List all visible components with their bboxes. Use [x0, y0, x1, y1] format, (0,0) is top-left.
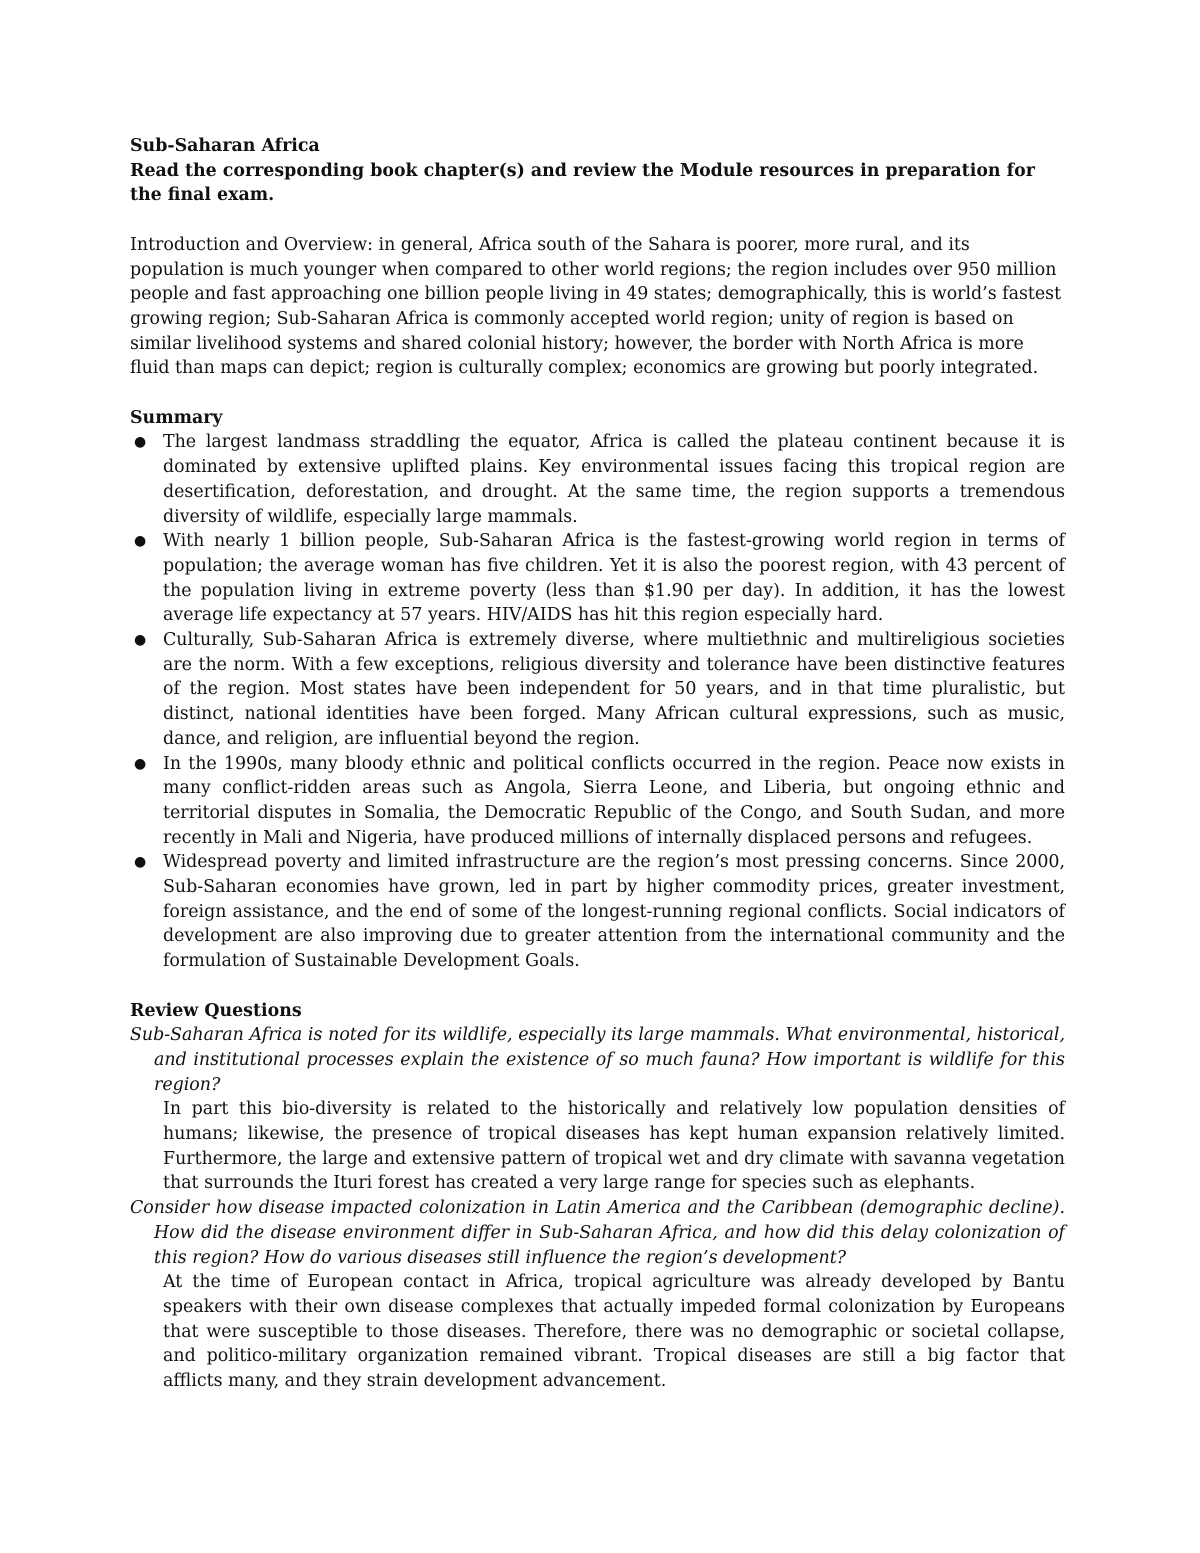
introduction-paragraph: Introduction and Overview: in general, Africa south of the Sahara is poorer, more rural, and its population is much younger when compared to other world regions; the region includes over 950 million people and fast approaching one billion people living in 49 states; demographically, this is world’s fastest growing region; Sub-Saharan Africa is commonly accepted world region; unity of region is based on similar livelihood systems and shared colonial history; however, the border with North Africa is more fluid than maps can depict; region is culturally complex; economics are growing but poorly integrated. [130, 234, 1062, 379]
summary-item-text: The largest landmass straddling the equator, Africa is called the plateau continent because it is dominated by extensive uplifted plains. Key environmental issues facing this tropical region are desertification, deforestation, and drought. At the same time, the region supports a tremendous diversity of wildlife, especially large mammals. [163, 432, 1065, 527]
summary-item [130, 850, 1065, 974]
review-answer: In part this bio-diversity is related to the historically and relatively low population densities of humans; likewise, the presence of tropical diseases has kept human expansion relatively limited. Furthermore, the large and extensive pattern of tropical wet and dry climate with savanna vegetation that surrounds the Ituri forest has created a very large range for species such as elephants. [163, 1099, 1065, 1194]
review-answer: At the time of European contact in Africa, tropical agriculture was already developed by Bantu speakers with their own disease complexes that actually impeded formal colonization by Europeans that were susceptible to those diseases. Therefore, there was no demographic or societal collapse, and politico-military organization remained vibrant. Tropical diseases are still a big factor that afflicts many, and they strain development advancement. [163, 1272, 1065, 1392]
summary-item-text: With nearly 1 billion people, Sub-Saharan Africa is the fastest-growing world region in terms of population; the average woman has five children. Yet it is also the poorest region, with 43 percent of the population living in extreme poverty (less than $1.90 per day). In addition, it has the lowest average life expectancy at 57 years. HIV/AIDS has hit this region especially hard. [163, 531, 1065, 626]
summary-heading: Summary [130, 407, 223, 428]
bullet-icon: ● [134, 632, 147, 649]
document-page [130, 134, 1065, 1394]
review-question: Sub-Saharan Africa is noted for its wildlife, especially its large mammals. What environmental, historical, and institutional processes explain the existence of so much fauna? How important is wildlife for this region? [130, 1025, 1065, 1095]
document-subtitle: Read the corresponding book chapter(s) and review the Module resources in preparation for the final exam. [130, 160, 1035, 206]
bullet-icon: ● [134, 533, 147, 550]
document-title: Sub-Saharan Africa [130, 136, 320, 156]
review-questions-heading: Review Questions [130, 1000, 302, 1021]
summary-item [130, 430, 1065, 529]
summary-list [130, 430, 1065, 973]
summary-item-text: Culturally, Sub-Saharan Africa is extremely diverse, where multiethnic and multireligious societies are the norm. With a few exceptions, religious diversity and tolerance have been distinctive features of the region. Most states have been independent for 50 years, and in that time pluralistic, but distinct, national identities have been forged. Many African cultural expressions, such as music, dance, and religion, are influential beyond the region. [163, 630, 1065, 749]
summary-item [130, 628, 1065, 752]
bullet-icon: ● [134, 854, 147, 871]
bullet-icon: ● [134, 434, 147, 451]
review-question-block [130, 1196, 1065, 1394]
review-question-block [130, 1023, 1065, 1196]
summary-item [130, 752, 1065, 851]
summary-item [130, 529, 1065, 628]
bullet-icon: ● [134, 755, 147, 772]
review-question: Consider how disease impacted colonization in Latin America and the Caribbean (demographic decline). How did the disease environment differ in Sub-Saharan Africa, and how did this delay colonization of this region? How do various diseases still influence the region’s development? [130, 1198, 1065, 1268]
summary-item-text: Widespread poverty and limited infrastructure are the region’s most pressing concerns. Since 2000, Sub-Saharan economies have grown, led in part by higher commodity prices, greater investment, foreign assistance, and the end of some of the longest-running regional conflicts. Social indicators of development are also improving due to greater attention from the international community and the formulation of Sustainable Development Goals. [163, 852, 1065, 972]
summary-item-text: In the 1990s, many bloody ethnic and political conflicts occurred in the region. Peace now exists in many conflict-ridden areas such as Angola, Sierra Leone, and Liberia, but ongoing ethnic and territorial disputes in Somalia, the Democratic Republic of the Congo, and South Sudan, and more recently in Mali and Nigeria, have produced millions of internally displaced persons and refugees. [163, 753, 1065, 848]
